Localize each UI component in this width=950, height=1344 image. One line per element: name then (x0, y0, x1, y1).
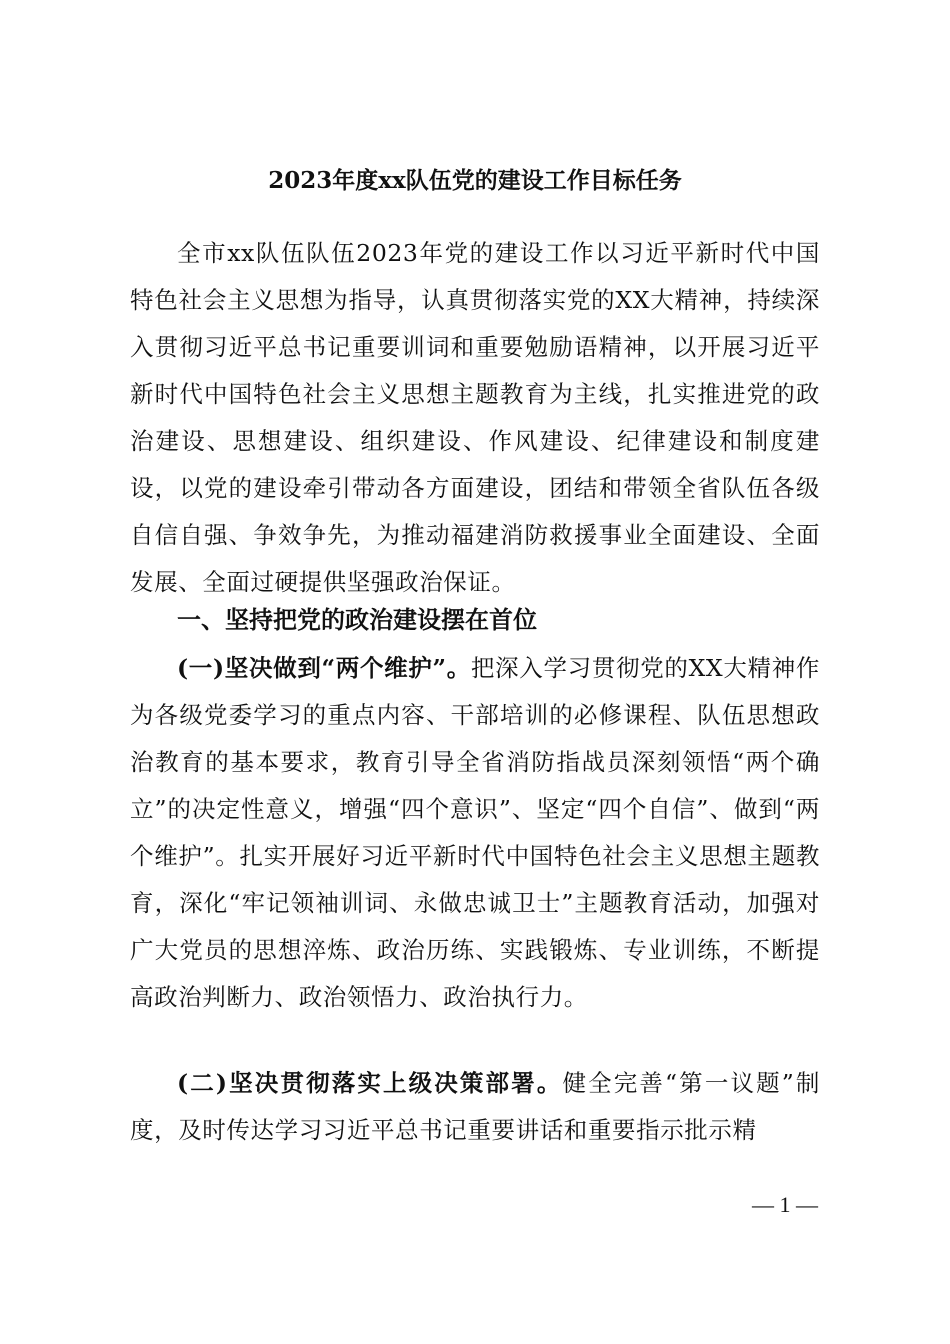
item-1-lead: (一)坚决做到“两个维护”。 (177, 654, 471, 682)
item-2-lead: (二)坚决贯彻落实上级决策部署。 (177, 1069, 563, 1097)
item-1-paragraph (130, 645, 820, 1021)
intro-paragraph: 全市xx队伍队伍2023年党的建设工作以习近平新时代中国特色社会主义思想为指导，认真贯彻落实党的XX大精神，持续深入贯彻习近平总书记重要训词和重要勉励语精神，以开展习近平新时代中国特色社会主义思想主题教育为主线，扎实推进党的政治建设、思想建设、组织建设、作风建设、纪律建设和制度建设，以党的建设牵引带动各方面建设，团结和带领全省队伍各级自信自强、争效争先，为推动福建消防救援事业全面建设、全面发展、全面过硬提供坚强政治保证。 (130, 239, 820, 596)
item-2-body: 健全完善“第一议题”制度，及时传达学习习近平总书记重要讲话和重要指示批示精 (130, 1069, 820, 1144)
page-number: — 1 — (752, 1192, 818, 1217)
section-heading-1: 一、坚持把党的政治建设摆在首位 (177, 606, 537, 634)
item-1-body: 把深入学习贯彻党的XX大精神作为各级党委学习的重点内容、干部培训的必修课程、队伍思想政治教育的基本要求，教育引导全省消防指战员深刻领悟“两个确立”的决定性意义，增强“四个意识”、坚定“四个自信”、做到“两个维护”。扎实开展好习近平新时代中国特色社会主义思想主题教育，深化“牢记领袖训词、永做忠诚卫士”主题教育活动，加强对广大党员的思想淬炼、政治历练、实践锻炼、专业训练，不断提高政治判断力、政治领悟力、政治执行力。 (130, 654, 821, 1011)
document-title: 2023年度xx队伍党的建设工作目标任务 (268, 167, 682, 194)
item-2-paragraph (130, 1060, 820, 1154)
